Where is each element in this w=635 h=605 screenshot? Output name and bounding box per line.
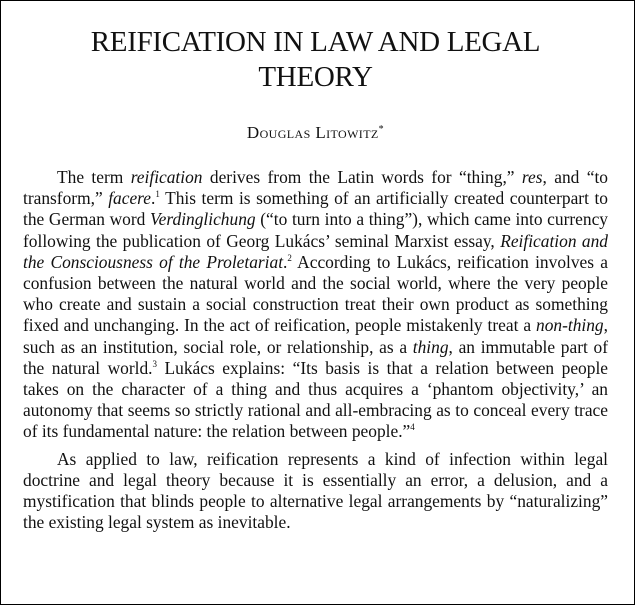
article-title-line-2: THEORY [258, 61, 373, 93]
italic-text: reification [130, 167, 203, 187]
article-title [23, 25, 608, 95]
author-name: Douglas Litowitz [246, 123, 379, 142]
paragraph-1 [23, 167, 608, 443]
author-byline [23, 123, 608, 143]
text-run: The term [57, 167, 131, 187]
article-title-line-1: REIFICATION IN LAW AND LEGAL [90, 26, 541, 58]
text-run: . [151, 188, 156, 209]
text-run: , an immutable part of the natural world. [23, 336, 608, 378]
text-run: Lukács explains: “Its basis is that a relation between people takes on the character of a thing and thus acquires a ‘phantom objectivity,’ an autonomy that seems so strictly rational and all-embracing as to conceal every trace of its fundamental nature: the relation between people.” [23, 357, 608, 442]
text-run: , and “to transform,” [23, 167, 608, 209]
paragraph-2 [23, 449, 608, 534]
text-run: According to Lukács, reification involves a confusion between the natural world and the social world, where the very people who create and sustain a social construction treat their own product as something fixed and unchanging. In the act of reification, people mistakenly treat a [23, 251, 608, 336]
article-body [23, 167, 608, 533]
text-run: (“to turn into a thing”), which came into currency following the publication of Georg Lukács’ seminal Marxist essay, [23, 209, 608, 251]
italic-text: res [521, 167, 543, 187]
italic-text: Reification and the Consciousness of the Proletariat [23, 230, 608, 272]
text-run: As applied to law, reification represents a kind of infection within legal doctrine and legal theory because it is essentially an error, a delusion, and a mystification that blinds people to alternative legal arrangements by “naturalizing” the existing legal system as inevitable. [23, 448, 608, 533]
italic-text: Verdinglichung [149, 209, 256, 230]
text-run: This term is something of an artificially created counterpart to the German word [23, 188, 608, 230]
footnote-marker: 4 [410, 422, 415, 433]
italic-text: non-thing [536, 315, 604, 336]
italic-text: facere [108, 188, 152, 209]
footnote-marker: 1 [155, 189, 160, 200]
text-run: derives from the Latin words for “thing,” [202, 167, 522, 187]
author-footnote-mark: * [378, 124, 385, 135]
footnote-marker: 2 [287, 252, 292, 263]
text-run: , such as an institution, social role, or relationship, as a [23, 315, 608, 357]
footnote-marker: 3 [152, 358, 158, 369]
italic-text: thing [412, 336, 449, 357]
text-run: . [283, 251, 288, 272]
